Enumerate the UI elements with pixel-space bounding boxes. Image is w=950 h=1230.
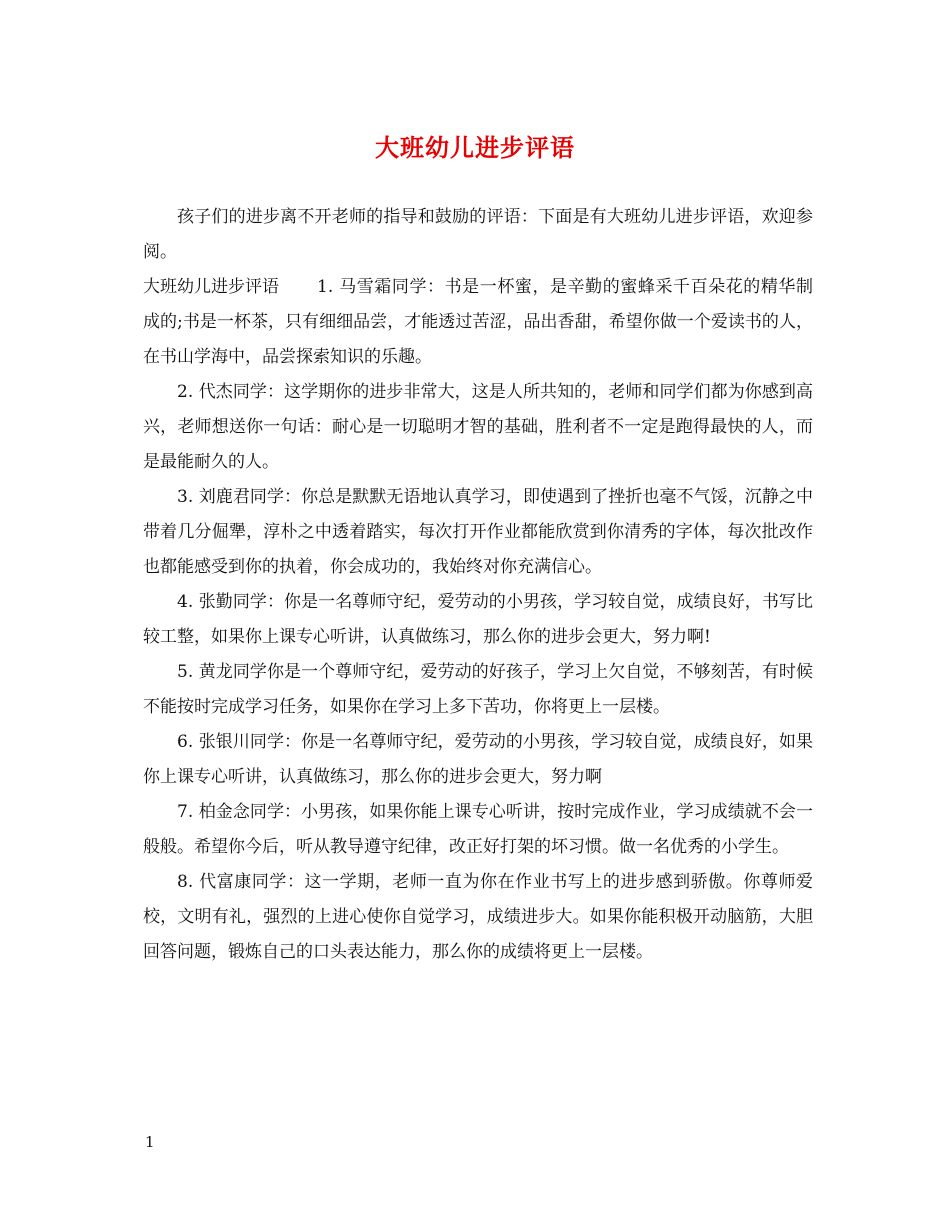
comment-6: 6. 张银川同学：你是一名尊师守纪，爱劳动的小男孩，学习较自觉，成绩良好，如果你上课专心听讲，认真做练习，那么你的进步会更大，努力啊 (143, 732, 813, 787)
comment-3: 3. 刘鹿君同学：你总是默默无语地认真学习，即使遇到了挫折也毫不气馁，沉静之中带着几分倔犟，淳朴之中透着踏实，每次打开作业都能欣赏到你清秀的字体，每次批改作也都能感受到你的执着，你会成功的，我始终对你充满信心。 (143, 487, 813, 577)
comment-4: 4. 张勤同学：你是一名尊师守纪，爱劳动的小男孩，学习较自觉，成绩良好，书写比较工整，如果你上课专心听讲，认真做练习，那么你的进步会更大，努力啊! (143, 592, 813, 647)
comment-2: 2. 代杰同学：这学期你的进步非常大，这是人所共知的，老师和同学们都为你感到高兴，老师想送你一句话：耐心是一切聪明才智的基础，胜利者不一定是跑得最快的人，而是最能耐久的人。 (143, 382, 813, 472)
comment-8: 8. 代富康同学：这一学期，老师一直为你在作业书写上的进步感到骄傲。你尊师爱校，文明有礼，强烈的上进心使你自觉学习，成绩进步大。如果你能积极开动脑筋，大胆回答问题，锻炼自己的口头表达能力，那么你的成绩将更上一层楼。 (143, 872, 813, 962)
intro-paragraph: 孩子们的进步离不开老师的指导和鼓励的评语：下面是有大班幼儿进步评语，欢迎参阅。 (143, 207, 813, 262)
comment-5: 5. 黄龙同学你是一个尊师守纪，爱劳动的好孩子，学习上欠自觉，不够刻苦，有时候不能按时完成学习任务，如果你在学习上多下苦功，你将更上一层楼。 (143, 662, 813, 717)
document-body (143, 200, 813, 970)
comment-1: 1. 马雪霜同学：书是一杯蜜，是辛勤的蜜蜂采千百朵花的精华制成的;书是一杯茶，只有细细品尝，才能透过苦涩，品出香甜，希望你做一个爱读书的人，在书山学海中，品尝探索知识的乐趣。 (143, 277, 813, 367)
document-title: 大班幼儿进步评语 (375, 133, 575, 162)
page-number: 1 (145, 1133, 155, 1151)
first-comment-paragraph (143, 270, 813, 375)
section-label: 大班幼儿进步评语 (143, 277, 279, 297)
comment-7: 7. 柏金念同学：小男孩，如果你能上课专心听讲，按时完成作业，学习成绩就不会一般般。希望你今后，听从教导遵守纪律，改正好打架的坏习惯。做一名优秀的小学生。 (143, 802, 813, 857)
